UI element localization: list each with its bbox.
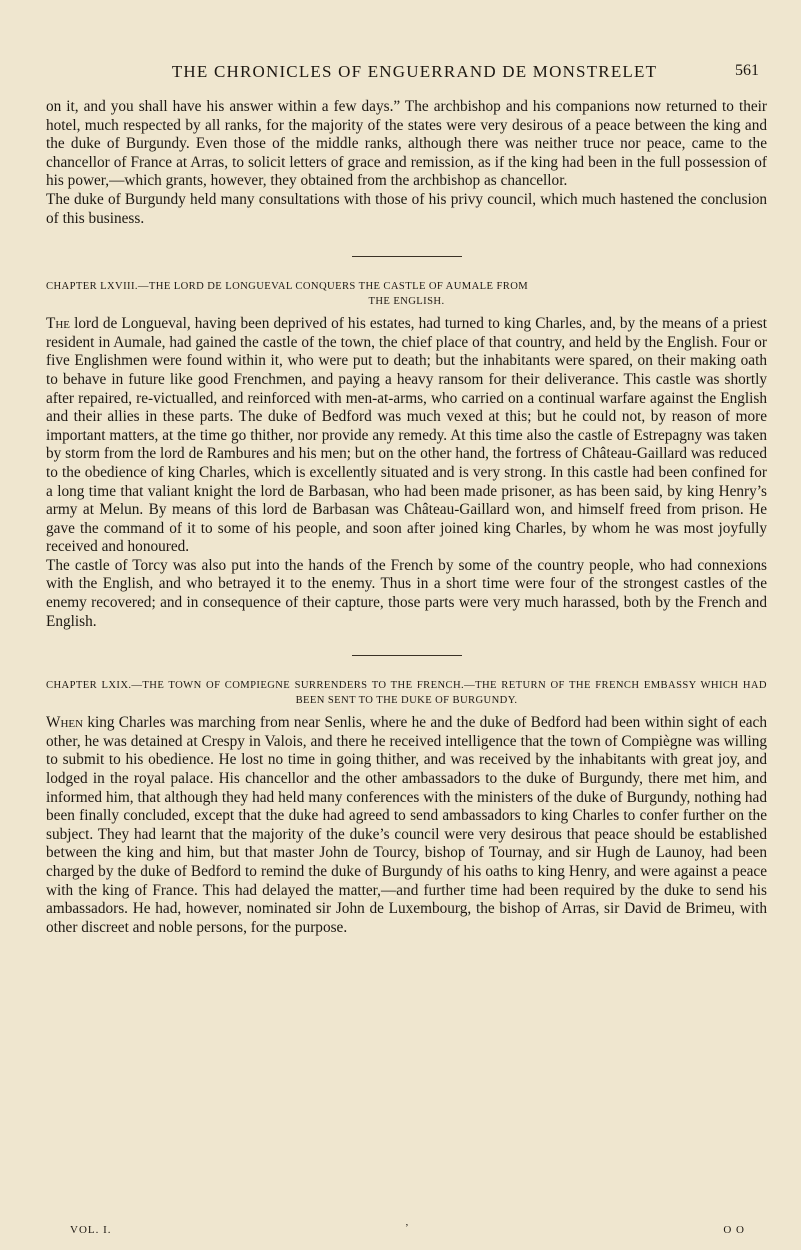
chapter-heading-end: THE ENGLISH. xyxy=(368,296,445,308)
page-body xyxy=(46,98,767,937)
chapter-heading-line: CHAPTER LXVIII.—THE LORD DE LONGUEVAL CONQUERS THE CASTLE OF AUMALE FROM xyxy=(46,281,529,293)
page-footer xyxy=(70,1224,745,1244)
paragraph-text: king Charles was marching from near Senlis, where he and the duke of Bedford had been within sight of each other, he was detained at Crespy in Valois, and there he received intelligence that the town of Compiègne was willing to submit to his obedience. He lost no time in going thither, and was received by the inhabitants with great joy, and lodged in the royal palace. His chancellor and the other ambassadors to the duke of Burgundy, there met him, and informed him, that although they had held many conferences with the ministers of the duke of Burgundy, nothing had been finally concluded, except that the duke had agreed to send ambassadors to king Charles to confer further on the subject. They had learnt that the majority of the duke’s council were very desirous that peace should be established between the king and him, but that master John de Tourcy, bishop of Tournay, and sir Hugh de Launoy, had been charged by the duke of Bedford to remind the duke of Burgundy of his oaths to king Henry, and were against a peace with the king of France. This had delayed the matter,—and further time had been required by the duke to send his ambassadors. He had, however, nominated sir John de Luxembourg, the bishop of Arras, sir David de Brimeu, with other discreet and noble persons, for the purpose. xyxy=(46,714,767,936)
paragraph xyxy=(46,714,767,937)
volume-label: VOL. I. xyxy=(70,1224,112,1236)
opening-word: The xyxy=(46,315,71,333)
paragraph: The duke of Burgundy held many consultations with those of his privy council, which much hastened the conclusion of this business. xyxy=(46,190,767,227)
opening-word: When xyxy=(46,714,84,732)
page-number: 561 xyxy=(735,62,759,79)
chapter-heading: CHAPTER LXIX.—THE TOWN OF COMPIEGNE SURRENDERS TO THE FRENCH.—THE RETURN OF THE FRENCH EMBASSY WHICH HAD BEEN SENT TO THE DUKE OF BURGUNDY. xyxy=(46,680,767,707)
chapter-heading xyxy=(46,279,767,309)
paragraph: The castle of Torcy was also put into the hands of the French by some of the country people, who had connexions with the English, and who betrayed it to the enemy. Thus in a short time were four of the strongest castles of the enemy recovered; and in consequence of their capture, those parts were very much harassed, both by the French and English. xyxy=(46,556,767,630)
paragraph xyxy=(46,315,767,557)
signature-mark: O O xyxy=(723,1224,745,1236)
footer-mark: ’ xyxy=(405,1222,410,1234)
running-title: THE CHRONICLES OF ENGUERRAND DE MONSTRELET xyxy=(171,62,658,81)
paragraph-text: lord de Longueval, having been deprived of his estates, had turned to king Charles, and, by the means of a priest resident in Aumale, had gained the castle of the town, the chief place of that country, and held by the English. Four or five Englishmen were found within it, who were put to death; but the inhabitants were spared, on their making oath to behave in future like good Frenchmen, and paying a heavy ransom for their deliverance. This castle was shortly after repaired, re-victualled, and reinforced with men-at-arms, who carried on a continual warfare against the English and their allies in these parts. The duke of Bedford was much vexed at this; but he could not, by reason of more important matters, at the time go thither, nor provide any remedy. At this time also the castle of Estrepagny was taken by storm from the lord de Rambures and his men; but on the other hand, the fortress of Château-Gaillard was reduced to the obedience of king Charles, which is excellently situated and is very strong. In this castle had been confined for a long time that valiant knight the lord de Barbasan, who had been made prisoner, as has been said, by king Henry’s army at Melun. By means of this lord de Barbasan was Château-Gaillard won, and himself freed from prison. He gave the command of it to some of his people, and soon after joined king Charles, by whom he was most joyfully received and honoured. xyxy=(46,315,767,556)
paragraph: on it, and you shall have his answer within a few days.” The archbishop and his companions now returned to their hotel, much respected by all ranks, for the majority of the states were very desirous of a peace between the king and the duke of Burgundy. Even those of the middle ranks, although there was neither truce nor peace, came to the chancellor of France at Arras, to solicit letters of grace and remission, as if the king had been in the full possession of his power,—which grants, however, they obtained from the archbishop as chancellor. xyxy=(46,98,767,190)
page-header xyxy=(70,62,759,86)
